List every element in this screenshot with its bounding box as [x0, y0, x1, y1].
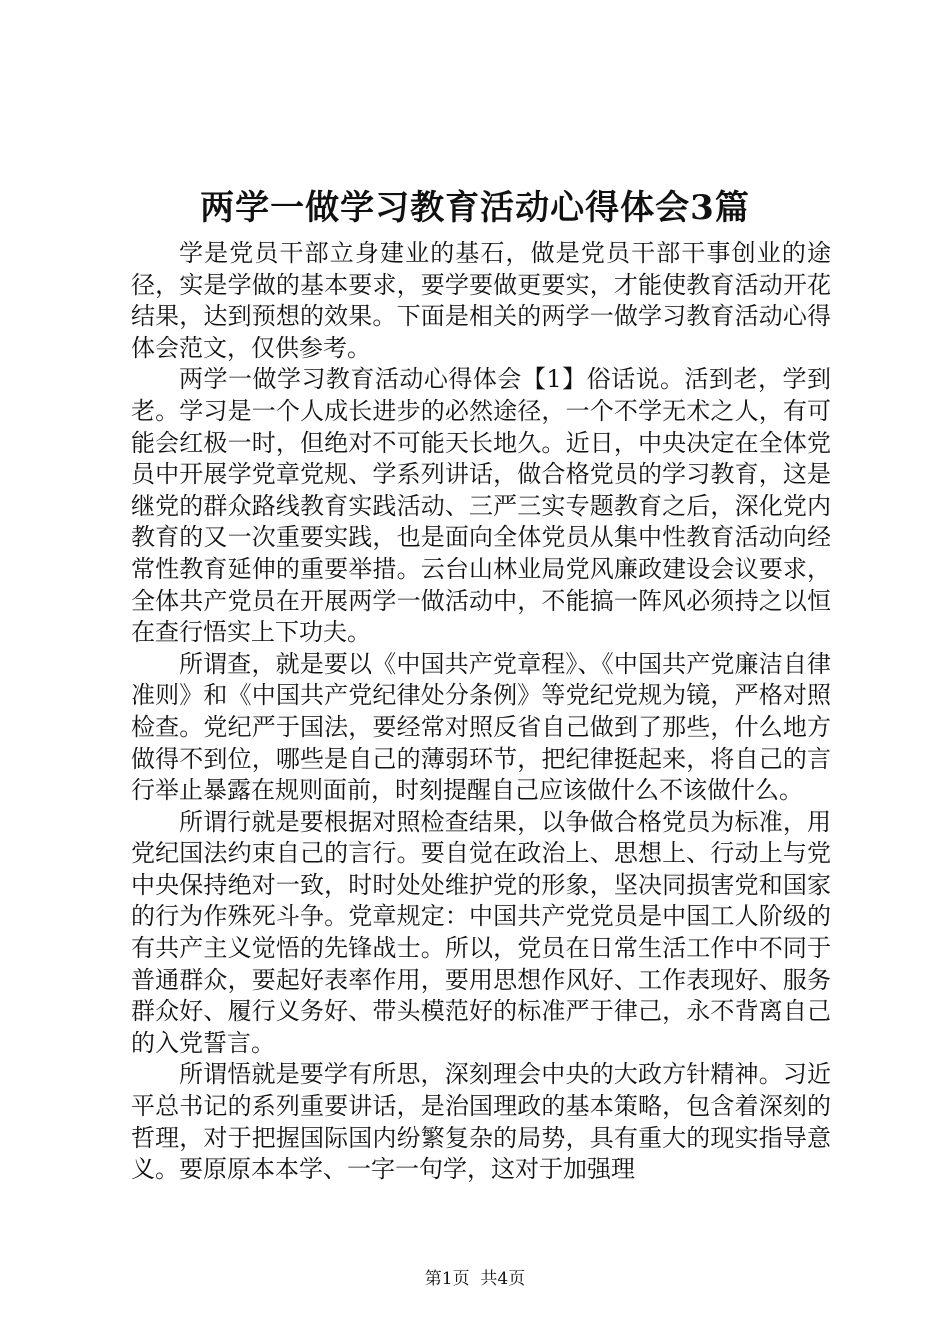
page-footer	[0, 1268, 950, 1290]
paragraph-xing: 所谓行就是要根据对照检查结果，以争做合格党员为标准，用党纪国法约束自己的言行。要自觉在政治上、思想上、行动上与党中央保持绝对一致，时时处处维护党的形象，坚决同损害党和国家的行为作殊死斗争。党章规定：中国共产党党员是中国工人阶级的有共产主义觉悟的先锋战士。所以，党员在日常生活工作中不同于普通群众，要起好表率作用，要用思想作风好、工作表现好、服务群众好、履行义务好、带头模范好的标准严于律己，永不背离自己的入党誓言。	[131, 807, 831, 1057]
document-title: 两学一做学习教育活动心得体会3篇	[200, 188, 750, 228]
paragraph-cha: 所谓查，就是要以《中国共产党章程》、《中国共产党廉洁自律准则》和《中国共产党纪律处分条例》等党纪党规为镜，严格对照检查。党纪严于国法，要经常对照反省自己做到了那些，什么地方做得不到位，哪些是自己的薄弱环节，把纪律挺起来，将自己的言行举止暴露在规则面前，时刻提醒自己应该做什么不该做什么。	[131, 649, 831, 805]
paragraph-wu: 所谓悟就是要学有所思，深刻理会中央的大政方针精神。习近平总书记的系列重要讲话，是治国理政的基本策略，包含着深刻的哲理，对于把握国际国内纷繁复杂的局势，具有重大的现实指导意义。要原原本本学、一字一句学，这对于加强理	[131, 1060, 831, 1184]
page-number: 第1页	[424, 1269, 470, 1289]
document-body	[131, 238, 831, 1186]
paragraph-intro: 学是党员干部立身建业的基石，做是党员干部干事创业的途径，实是学做的基本要求，要学要做更要实，才能使教育活动开花结果，达到预想的效果。下面是相关的两学一做学习教育活动心得体会范文，仅供参考。	[131, 239, 831, 362]
paragraph-article-1: 两学一做学习教育活动心得体会【1】俗话说。活到老，学到老。学习是一个人成长进步的必然途径，一个不学无术之人，有可能会红极一时，但绝对不可能天长地久。近日，中央决定在全体党员中开展学党章党规、学系列讲话，做合格党员的学习教育，这是继党的群众路线教育实践活动、三严三实专题教育之后，深化党内教育的又一次重要实践，也是面向全体党员从集中性教育活动向经常性教育延伸的重要举措。云台山林业局党风廉政建设会议要求，全体共产党员在开展两学一做活动中，不能搞一阵风必须持之以恒在查行悟实上下功夫。	[131, 365, 831, 647]
page-total: 共4页	[480, 1269, 526, 1289]
